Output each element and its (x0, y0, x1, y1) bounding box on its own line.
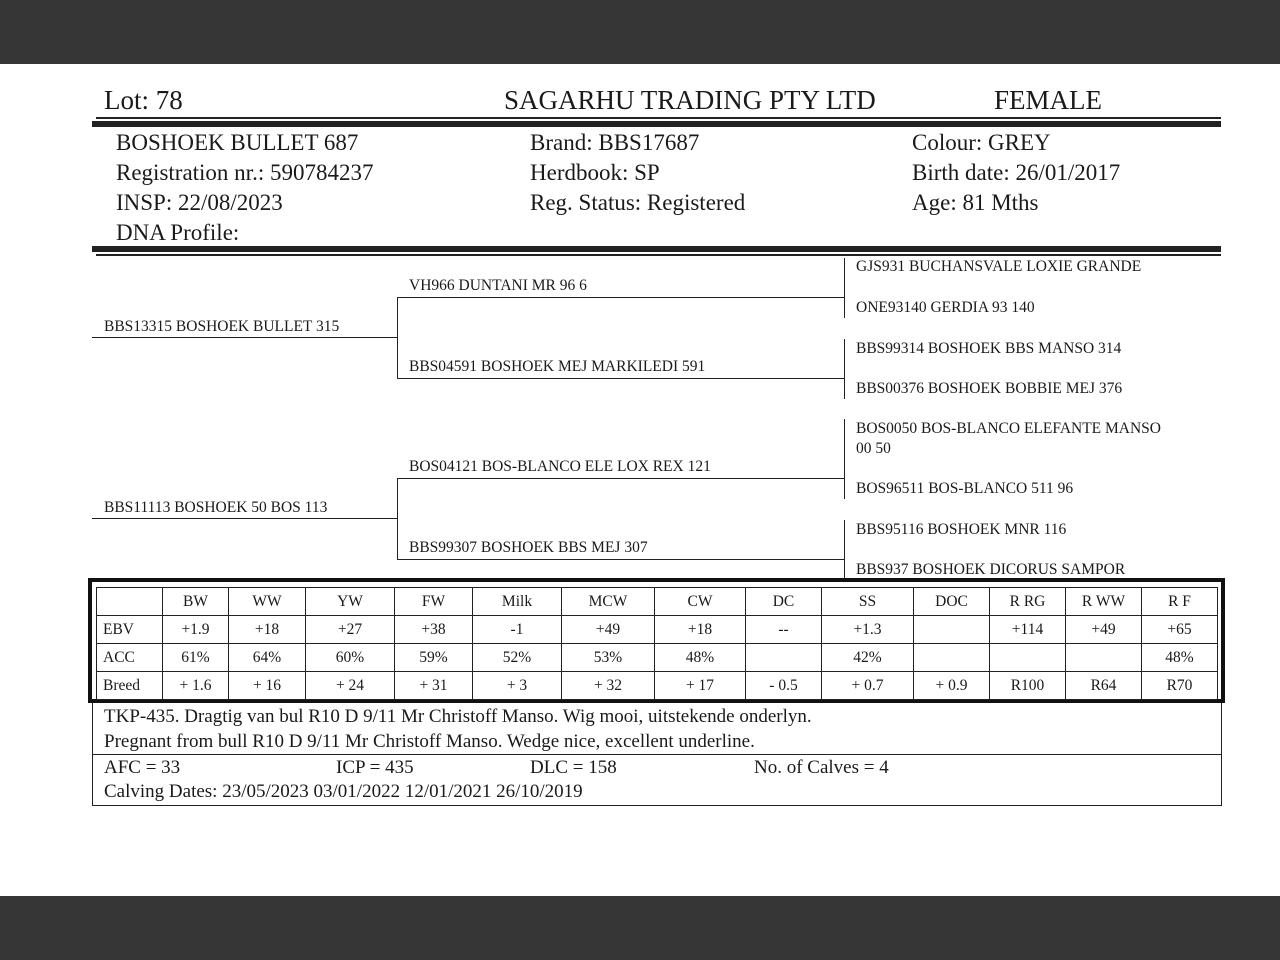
info-rule-thick (92, 246, 1221, 252)
ebv-header-cell (97, 588, 163, 616)
bottom-viewer-bar (0, 896, 1280, 960)
ebv-cell: 42% (822, 644, 914, 672)
pedigree-dam: BBS11113 BOSHOEK 50 BOS 113 (104, 499, 328, 516)
ebv-cell: +18 (229, 616, 306, 644)
pedigree-sire: BBS13315 BOSHOEK BULLET 315 (104, 318, 340, 335)
pedigree-line (92, 518, 398, 519)
ebv-row-label: EBV (97, 616, 163, 644)
brand: Brand: BBS17687 (530, 130, 700, 155)
top-viewer-bar (0, 0, 1280, 64)
comment-afrikaans: TKP-435. Dragtig van bul R10 D 9/11 Mr Christoff Manso. Wig mooi, uitstekende onderlyn. (104, 706, 812, 727)
ebv-cell (914, 644, 990, 672)
ebv-header-cell: R F (1142, 588, 1218, 616)
ebv-cell: -- (746, 616, 822, 644)
pedigree-gg-6: BOS96511 BOS-BLANCO 511 96 (856, 480, 1074, 497)
pedigree-line (844, 419, 845, 499)
pedigree-gg-7: BBS95116 BOSHOEK MNR 116 (856, 521, 1067, 538)
ebv-row-breed (97, 672, 1218, 700)
pedigree-line (397, 297, 845, 298)
dlc-value: DLC = 158 (530, 757, 617, 778)
ebv-row-acc (97, 644, 1218, 672)
header-rule-thin (96, 117, 1221, 119)
pedigree-line (397, 478, 845, 479)
registration-number: Registration nr.: 590784237 (116, 160, 374, 185)
colour: Colour: GREY (912, 130, 1051, 155)
ebv-cell: 48% (1142, 644, 1218, 672)
animal-name: BOSHOEK BULLET 687 (116, 130, 359, 155)
ebv-cell: 52% (473, 644, 562, 672)
pedigree-sire-sire: VH966 DUNTANI MR 96 6 (409, 277, 587, 294)
icp-value: ICP = 435 (336, 757, 414, 778)
ebv-cell: + 17 (655, 672, 746, 700)
ebv-cell: +27 (306, 616, 395, 644)
ebv-cell: + 3 (473, 672, 562, 700)
ebv-cell: + 32 (562, 672, 655, 700)
ebv-header-cell: Milk (473, 588, 562, 616)
inspection-date: INSP: 22/08/2023 (116, 190, 283, 215)
ebv-cell: + 1.6 (163, 672, 229, 700)
ebv-cell (990, 644, 1066, 672)
ebv-cell: 61% (163, 644, 229, 672)
pedigree-dam-dam: BBS99307 BOSHOEK BBS MEJ 307 (409, 539, 648, 556)
ebv-header-row (97, 588, 1218, 616)
ebv-cell: +49 (1066, 616, 1142, 644)
ebv-header-cell: CW (655, 588, 746, 616)
ebv-cell: + 31 (395, 672, 473, 700)
ebv-cell: +65 (1142, 616, 1218, 644)
pedigree-line (397, 297, 398, 378)
dna-profile: DNA Profile: (116, 220, 240, 245)
ebv-cell: +1.9 (163, 616, 229, 644)
pedigree-line (397, 478, 398, 559)
ebv-cell: 60% (306, 644, 395, 672)
ebv-cell: +1.3 (822, 616, 914, 644)
ebv-cell: +114 (990, 616, 1066, 644)
animal-sex: FEMALE (994, 85, 1102, 115)
pedigree-line (397, 559, 845, 560)
ebv-cell: R100 (990, 672, 1066, 700)
herdbook: Herdbook: SP (530, 160, 660, 185)
ebv-cell: R64 (1066, 672, 1142, 700)
ebv-cell: + 0.9 (914, 672, 990, 700)
ebv-cell: - 0.5 (746, 672, 822, 700)
ebv-cell: R70 (1142, 672, 1218, 700)
birth-date: Birth date: 26/01/2017 (912, 160, 1121, 185)
ebv-cell: 59% (395, 644, 473, 672)
pedigree-gg-5-cont: 00 50 (856, 440, 891, 457)
ebv-table (96, 587, 1218, 700)
ebv-cell: 53% (562, 644, 655, 672)
ebv-cell: + 0.7 (822, 672, 914, 700)
pedigree-line (92, 337, 398, 338)
ebv-header-cell: WW (229, 588, 306, 616)
ebv-cell: +18 (655, 616, 746, 644)
pedigree-gg-1: GJS931 BUCHANSVALE LOXIE GRANDE (856, 258, 1142, 275)
age: Age: 81 Mths (912, 190, 1039, 215)
ebv-cell (914, 616, 990, 644)
ebv-header-cell: MCW (562, 588, 655, 616)
ebv-header-cell: SS (822, 588, 914, 616)
ebv-header-cell: R WW (1066, 588, 1142, 616)
ebv-cell: + 24 (306, 672, 395, 700)
pedigree-line (397, 378, 845, 379)
pedigree-sire-dam: BBS04591 BOSHOEK MEJ MARKILEDI 591 (409, 358, 706, 375)
ebv-header-cell: R RG (990, 588, 1066, 616)
lot-number: Lot: 78 (104, 85, 183, 115)
ebv-header-cell: DOC (914, 588, 990, 616)
calves-count: No. of Calves = 4 (754, 757, 889, 778)
comment-english: Pregnant from bull R10 D 9/11 Mr Christoff Manso. Wedge nice, excellent underline. (104, 731, 755, 752)
ebv-header-cell: FW (395, 588, 473, 616)
pedigree-gg-2: ONE93140 GERDIA 93 140 (856, 299, 1035, 316)
afc-value: AFC = 33 (104, 757, 181, 778)
ebv-row-label: Breed (97, 672, 163, 700)
ebv-cell: -1 (473, 616, 562, 644)
ebv-cell: +38 (395, 616, 473, 644)
ebv-cell: +49 (562, 616, 655, 644)
calving-dates: Calving Dates: 23/05/2023 03/01/2022 12/01/2021 26/10/2019 (104, 781, 583, 802)
pedigree-line (844, 339, 845, 399)
ebv-cell: 64% (229, 644, 306, 672)
ebv-header-cell: YW (306, 588, 395, 616)
ebv-cell (1066, 644, 1142, 672)
ebv-row-label: ACC (97, 644, 163, 672)
ebv-header-cell: BW (163, 588, 229, 616)
pedigree-gg-4: BBS00376 BOSHOEK BOBBIE MEJ 376 (856, 380, 1123, 397)
pedigree-gg-5: BOS0050 BOS-BLANCO ELEFANTE MANSO (856, 420, 1161, 437)
ebv-row-ebv (97, 616, 1218, 644)
ebv-cell: 48% (655, 644, 746, 672)
pedigree-line (844, 520, 845, 580)
header-rule-thick (92, 121, 1221, 127)
ebv-header-cell: DC (746, 588, 822, 616)
pedigree-dam-sire: BOS04121 BOS-BLANCO ELE LOX REX 121 (409, 458, 711, 475)
ebv-cell (746, 644, 822, 672)
pedigree-gg-3: BBS99314 BOSHOEK BBS MANSO 314 (856, 340, 1122, 357)
pedigree-gg-8: BBS937 BOSHOEK DICORUS SAMPOR (856, 561, 1126, 578)
info-rule-thin (96, 254, 1221, 256)
ebv-cell: + 16 (229, 672, 306, 700)
pedigree-line (844, 258, 845, 318)
registration-status: Reg. Status: Registered (530, 190, 746, 215)
seller-name: SAGARHU TRADING PTY LTD (504, 85, 876, 115)
